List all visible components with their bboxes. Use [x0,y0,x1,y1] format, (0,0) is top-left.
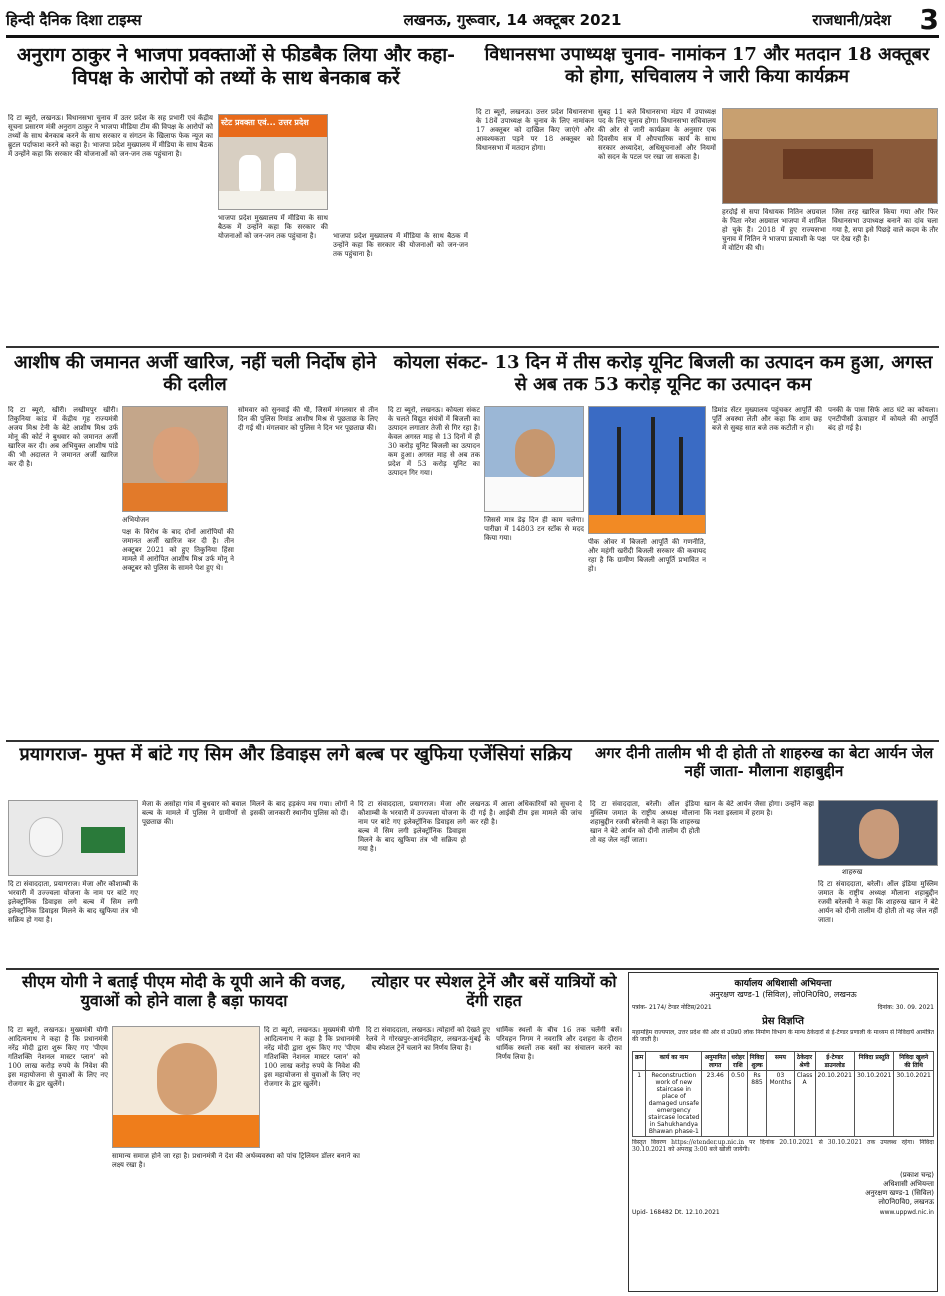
tender-table-header: निविदा शुल्क [747,1052,767,1071]
tender-upid: Upid- 168482 Dt. 12.10.2021 [632,1209,720,1216]
story4-headline: कोयला संकट- 13 दिन में तीस करोड़ यूनिट बिजली का उत्पादन कम हुआ, अगस्त से अब तक 53 करोड़ यूनिट का उत्पादन कम [393,352,933,395]
story7-body-col3: दि टा ब्यूरो, लखनऊ। मुख्यमंत्री योगी आदित्यनाथ ने कहा है कि प्रधानमंत्री नरेंद्र मोदी द्वारा शुरू किए गए 'पीएम गतिशक्ति नेशनल मास्टर प्लान' को 100 लाख करोड़ रुपये के निवेश की इस महायोजना से युवाओं के लिए नए रोजगार के द्वार खुलेंगे। [264,1026,360,1088]
story4-body-col4: डिमांड सेंटर मुख्यालय पहुंचकर आपूर्ति की पूर्ति अवस्था लेती और कहा कि शाम छह बजे से सुबह सात बजे तक कटौती न हो। [712,406,822,432]
story6-photo [818,800,938,866]
story3-body-col2: पक्ष के विरोध के बाद दोनों आरोपियों की जमानत अर्जी खारिज कर दी है। तीन अक्टूबर 2021 को हुए तिकुनिया हिंसा मामले में आरोपित आशीष मिश्र उर्फ मोनू ने अक्टूबर को पुलिस के सामने पेश हुए थे। [122,528,234,572]
story7-body-col2: सामान्य समाज होने जा रहा है। प्रधानमंत्री ने देश की अर्थव्यवस्था को पांच ट्रिलियन डॉलर बनाने का लक्ष्य रखा है। [112,1152,360,1169]
tender-table-cell: 03 Months [767,1071,794,1137]
story8-headline: त्योहार पर स्पेशल ट्रेनें और बसें यात्रियों को देंगी राहत [371,972,617,1011]
story7-body: दि टा ब्यूरो, लखनऊ। मुख्यमंत्री योगी आदित्यनाथ ने कहा है कि प्रधानमंत्री नरेंद्र मोदी द्वारा शुरू किए गए 'पीएम गतिशक्ति नेशनल मास्टर प्लान' को 100 लाख करोड़ रुपये के निवेश की इस महायोजना से युवाओं के लिए नए रोजगार के द्वार खुलेंगे। [8,1026,108,1088]
tender-table-header: निविदा खुलने की तिथि [894,1052,934,1071]
tender-table-header: ठेकेदार श्रेणी [794,1052,815,1071]
tender-table-cell: Class A [794,1071,815,1137]
tender-table-header: निविदा प्रस्तुति [854,1052,893,1071]
story2-body-col2: सुबह 11 बजे विधानसभा मंडप में उपाध्यक्ष पद के लिए चुनाव होगा। विधानसभा सचिवालय की ओर से जारी कार्यक्रम के अनुसार एक दिवसीय सत्र में औपचारिक कार्य के साथ सरकार अध्यादेश, अधिसूचनाओं और नियमों को सदन के पटल पर रखा जा सकता है। [598,108,716,161]
story8-body-col2: धार्मिक स्थलों के बीच 16 तक चलेंगी बसें। परिवहन निगम ने नवरात्रि और दशहरा के दौरान धार्मिक स्थलों तक बसों का संचालन करने का निर्णय लिया है। [496,1026,622,1061]
story4-body: दि टा ब्यूरो, लखनऊ। कोयला संकट के चलते विद्युत संयंत्रों में बिजली का उत्पादन लगातार तेजी से गिर रहा है। केवल अगस्त माह से 13 दिनों में ही 30 करोड़ यूनिट बिजली का उत्पादन कम हुआ। अगस्त माह से अब तक प्रदेश में 53 करोड़ यूनिट का उत्पादन गिर गया। [388,406,480,477]
tender-intro: महामहिम राज्यपाल, उत्तर प्रदेश की ओर से उ0प्र0 लोक निर्माण विभाग के मान्य ठेकेदारों से ई-टेण्डर प्रणाली के माध्यम से निविदायें आमंत्रित की जाती है। [632,1029,934,1043]
story8-headline-box [366,972,622,1022]
story4-photo-person [484,406,584,512]
story2-headline: विधानसभा उपाध्यक्ष चुनाव- नामांकन 17 और मतदान 18 अक्तूबर को होगा, सचिवालय ने जारी किया कार्यक्रम [484,44,930,87]
story5-body-col5: लखनऊ में आला अधिकारियों को सूचना दे दी गई है। आईबी टीम इस मामले की जांच कर रही है। [470,800,582,826]
tender-table-cell: 0.50 [729,1071,748,1137]
tender-table-cell: Reconstruction work of new staircase in place of damaged unsafe emergency staircase located in Sahukhandya Bhawan phase-1 [646,1071,702,1137]
story5-body-col4: दि टा संवाददाता, प्रयागराज। मेजा और कौशाम्बी के भरवारी में उज्ज्वला योजना के नाम पर बांटे गए इलेक्ट्रॉनिक डिवाइस लगे बल्ब में सिम लगी इलेक्ट्रॉनिक डिवाइस मिलने के बाद खुफिया तंत्र भी सक्रिय हो गया है। [358,800,466,853]
tender-table [632,1051,934,1137]
tender-title: प्रेस विज्ञप्ति [762,1016,804,1027]
tender-table-header: कार्य का नाम [646,1052,702,1071]
tender-notice [628,972,938,1292]
tender-table-header: समय [767,1052,794,1071]
story5-photo [8,800,138,876]
section-name: राजधानी/प्रदेश [812,10,891,29]
story8-body: दि टा संवाददाता, लखनऊ। त्योहारों को देखते हुए रेलवे ने गोरखपुर-आनंदविहार, लखनऊ-मुंबई के बीच स्पेशल ट्रेनें चलाने का निर्णय लिया है। [366,1026,490,1052]
story3-body: दि टा ब्यूरो, खीरी। लखीमपुर खीरी। तिकुनिया कांड में केंद्रीय गृह राज्यमंत्री अजय मिश्र टेनी के बेटे आशीष मिश्र उर्फ मोनू की कोर्ट ने बुधवार को जमानत अर्जी खारिज कर दी। अब अभियुक्त आशीष पांडे की भी अदालत ने जमानत अर्जी खारिज कर दी है। [8,406,118,468]
tender-table-header: ई-टेण्डर डाउनलोड [815,1052,854,1071]
tender-date: दिनांक: 30. 09. 2021 [877,1004,934,1011]
paper-name: हिन्दी दैनिक दिशा टाइम्स [6,10,142,29]
tender-table-header: अनुमानित लागत [702,1052,729,1071]
tender-table-cell: 20.10.2021 [815,1071,854,1137]
story3-headline: आशीष की जमानत अर्जी खारिज, नहीं चली निर्दोष होने की दलील [13,352,377,395]
tender-office: कार्यालय अधिशासी अभियन्ता [734,979,832,989]
tender-sign-name: (प्रकाश चन्द्र) [900,1171,934,1179]
story6-body: दि टा संवाददाता, बरेली। ऑल इंडिया मुस्लिम जमात के राष्ट्रीय अध्यक्ष मौलाना शहाबुद्दीन रजवी बरेलवी ने कहा कि शाहरुख खान ने बेटे आर्यन को दीनी तालीम दी होती तो वह जेल नहीं जाता। [590,800,700,844]
divider [6,968,939,970]
story4-body-col5: पनकी के पास सिर्फ आठ घंटे का कोयला। एनटीपीसी ऊंचाहार में कोयले की आपूर्ति बंद हो गई है। [828,406,938,432]
story6-body-col2: खान के बेटे आर्यन जैसा होगा। उन्होंने कहा कि नशा इस्लाम में हराम है। [704,800,814,817]
masthead [6,4,939,38]
tender-sign-dept: लो0नि0वि0, लखनऊ [878,1198,934,1206]
tender-table-cell: 1 [633,1071,646,1137]
tender-web: www.uppwd.nic.in [879,1209,934,1216]
story4-headline-box [388,352,938,402]
issue-date: लखनऊ, गुरूवार, 14 अक्टूबर 2021 [403,10,622,29]
tender-sign-title: अधिशासी अभियन्ता [883,1180,934,1188]
tender-table-cell: 23.46 [702,1071,729,1137]
tender-ref: पत्रांक- 2174/ टेन्डर नोटिस/2021 [632,1004,712,1011]
story7-headline: सीएम योगी ने बताई पीएम मोदी के यूपी आने की वजह, युवाओं को होने वाला है बड़ा फायदा [21,972,347,1011]
story1-body-col3: भाजपा प्रदेश मुख्यालय में मीडिया के साथ बैठक में उन्होंने कहा कि सरकार की योजनाओं को जन-जन तक पहुंचाना है। [333,232,468,258]
story5-headline-box [8,744,583,796]
story7-headline-box [8,972,360,1022]
story3-headline-box [8,352,382,402]
story6-headline-box [590,744,938,796]
story3-photo [122,406,228,512]
story5-body-col2: मेजा के असोहा गांव में बुधवार को बवाल बल्ब के मामले में पुलिस ने ग्रामीणों से पूछताछ की। [142,800,246,826]
story2-photo [722,108,938,204]
story6-caption: शाहरुख [842,868,863,876]
story1-photo: स्टेट प्रवक्ता एवं... उत्तर प्रदेश [218,114,328,210]
story4-photo-towers [588,406,706,534]
divider [6,740,939,742]
page-number: 3 [919,3,939,36]
tender-table-cell: Rs 885 [747,1071,767,1137]
tender-unit: अनुरक्षण खण्ड-1 (सिविल), लो0नि0वि0, लखनऊ [709,990,857,999]
story6-body-col3: दि टा संवाददाता, बरेली। ऑल इंडिया मुस्लिम जमात के राष्ट्रीय अध्यक्ष मौलाना शहाबुद्दीन रजवी बरेलवी ने कहा कि शाहरुख खान ने बेटे आर्यन को दीनी तालीम दी होती तो वह जेल नहीं जाता। [818,880,938,924]
story2-body-col3: हरदोई से सपा विधायक नितिन अग्रवाल के पिता नरेश अग्रवाल भाजपा में शामिल हो चुके हैं। 2018 में हुए राज्यसभा चुनाव में नितिन ने भाजपा प्रत्याशी के पक्ष में वोटिंग की थी। [722,208,826,252]
story2-body: दि टा ब्यूरो, लखनऊ। उत्तर प्रदेश विधानसभा के 18वें उपाध्यक्ष के चुनाव के लिए नामांकन 17 अक्तूबर को दाखिल किए जाएंगे और आवश्यकता पड़ने पर 18 अक्तूबर को विधानसभा में मतदान होगा। [476,108,594,152]
story2-headline-box [476,44,938,104]
story5-body-col3: मिलने के बाद हड़कंप मच गया। लोगों ने इसकी जानकारी स्थानीय पुलिस को दी। [250,800,354,817]
story7-photo [112,1026,260,1148]
story1-headline: अनुराग ठाकुर ने भाजपा प्रवक्ताओं से फीडबैक लिया और कहा- विपक्ष के आरोपों को तथ्यों के साथ बेनकाब करें [16,44,456,89]
tender-footer: विस्तृत विवरण https://etender.up.nic.in पर दिनांक 20.10.2021 से 30.10.2021 तक उपलब्ध रहेगा। निविदा 30.10.2021 को अपराह्न 3:00 बजे खोली जायेगी। [632,1139,934,1153]
story2-body-col4: जिस तरह खारिज किया गया और फिर विधानसभा उपाध्यक्ष बनाने का दांव चला गया है, सपा इसे पिछड़े वाले कदम के तौर पर देख रही है। [832,208,938,243]
tender-table-header: धरोहर राशि [729,1052,748,1071]
story1-headline-box [8,44,464,110]
tender-sign-unit: अनुरक्षण खण्ड-1 (सिविल) [865,1189,934,1197]
story4-body-col3: पीक ऑवर में बिजली आपूर्ति की गणनीति, और महंगी खरीदी बिजली सरकार की कवायद रहा है कि ग्रामीण बिजली आपूर्ति प्रभावित न हो। [588,538,706,573]
story1-body: दि टा ब्यूरो, लखनऊ। विधानसभा चुनाव में उतर प्रदेश के सह प्रभारी एवं केंद्रीय सूचना प्रसारण मंत्री अनुराग ठाकुर ने भाजपा मीडिया टीम की विपक्ष के आरोपों को तथ्यों के साथ बेनकाब करने के साथ सरकार व संगठन के खिलाफ फेक न्यूज का ब्रुटल पर्दाफाश करने को कहा है। भाजपा प्रदेश मुख्यालय में मीडिया के साथ बैठक में उन्होंने कहा कि सरकार की योजनाओं को जन-जन तक पहुंचाना है। [8,114,213,158]
story4-body-col2: जिससे मात्र डेढ़ दिन ही काम चलेगा। पारीछा में 14803 टन स्टॉक से मदद किया गया। [484,516,584,542]
story3-body-col3: सोमवार को सुनवाई की थी, जिसमें मंगलवार से तीन दिन की पुलिस रिमांड आशीष मिश्र से पूछताछ के लिए दी गई थी। मंगलवार को पुलिस ने दिन भर पूछताछ की। [238,406,378,432]
tender-table-cell: 30.10.2021 [894,1071,934,1137]
story5-headline: प्रयागराज- मुफ्त में बांटे गए सिम और डिवाइस लगे बल्ब पर खुफिया एजेंसियां सक्रिय [19,744,572,765]
divider [6,346,939,348]
story1-body-col2: भाजपा प्रदेश मुख्यालय में मीडिया के साथ बैठक में उन्होंने कहा कि सरकार की योजनाओं को जन-जन तक पहुंचाना है। [218,214,328,240]
story3-caption: अभियोजन [122,516,150,524]
tender-table-header: क्रम [633,1052,646,1071]
tender-table-cell: 30.10.2021 [854,1071,893,1137]
story5-body: दि टा संवाददाता, प्रयागराज। मेजा और कौशाम्बी के भरवारी में उज्ज्वला योजना के नाम पर बांटे गए इलेक्ट्रॉनिक डिवाइस लगे बल्ब में सिम लगी इलेक्ट्रॉनिक डिवाइस मिलने के बाद खुफिया तंत्र भी सक्रिय हो गया है। [8,880,138,924]
story6-headline: अगर दीनी तालीम भी दी होती तो शाहरुख का बेटा आर्यन जेल नहीं जाता- मौलाना शहाबुद्दीन [594,744,934,780]
